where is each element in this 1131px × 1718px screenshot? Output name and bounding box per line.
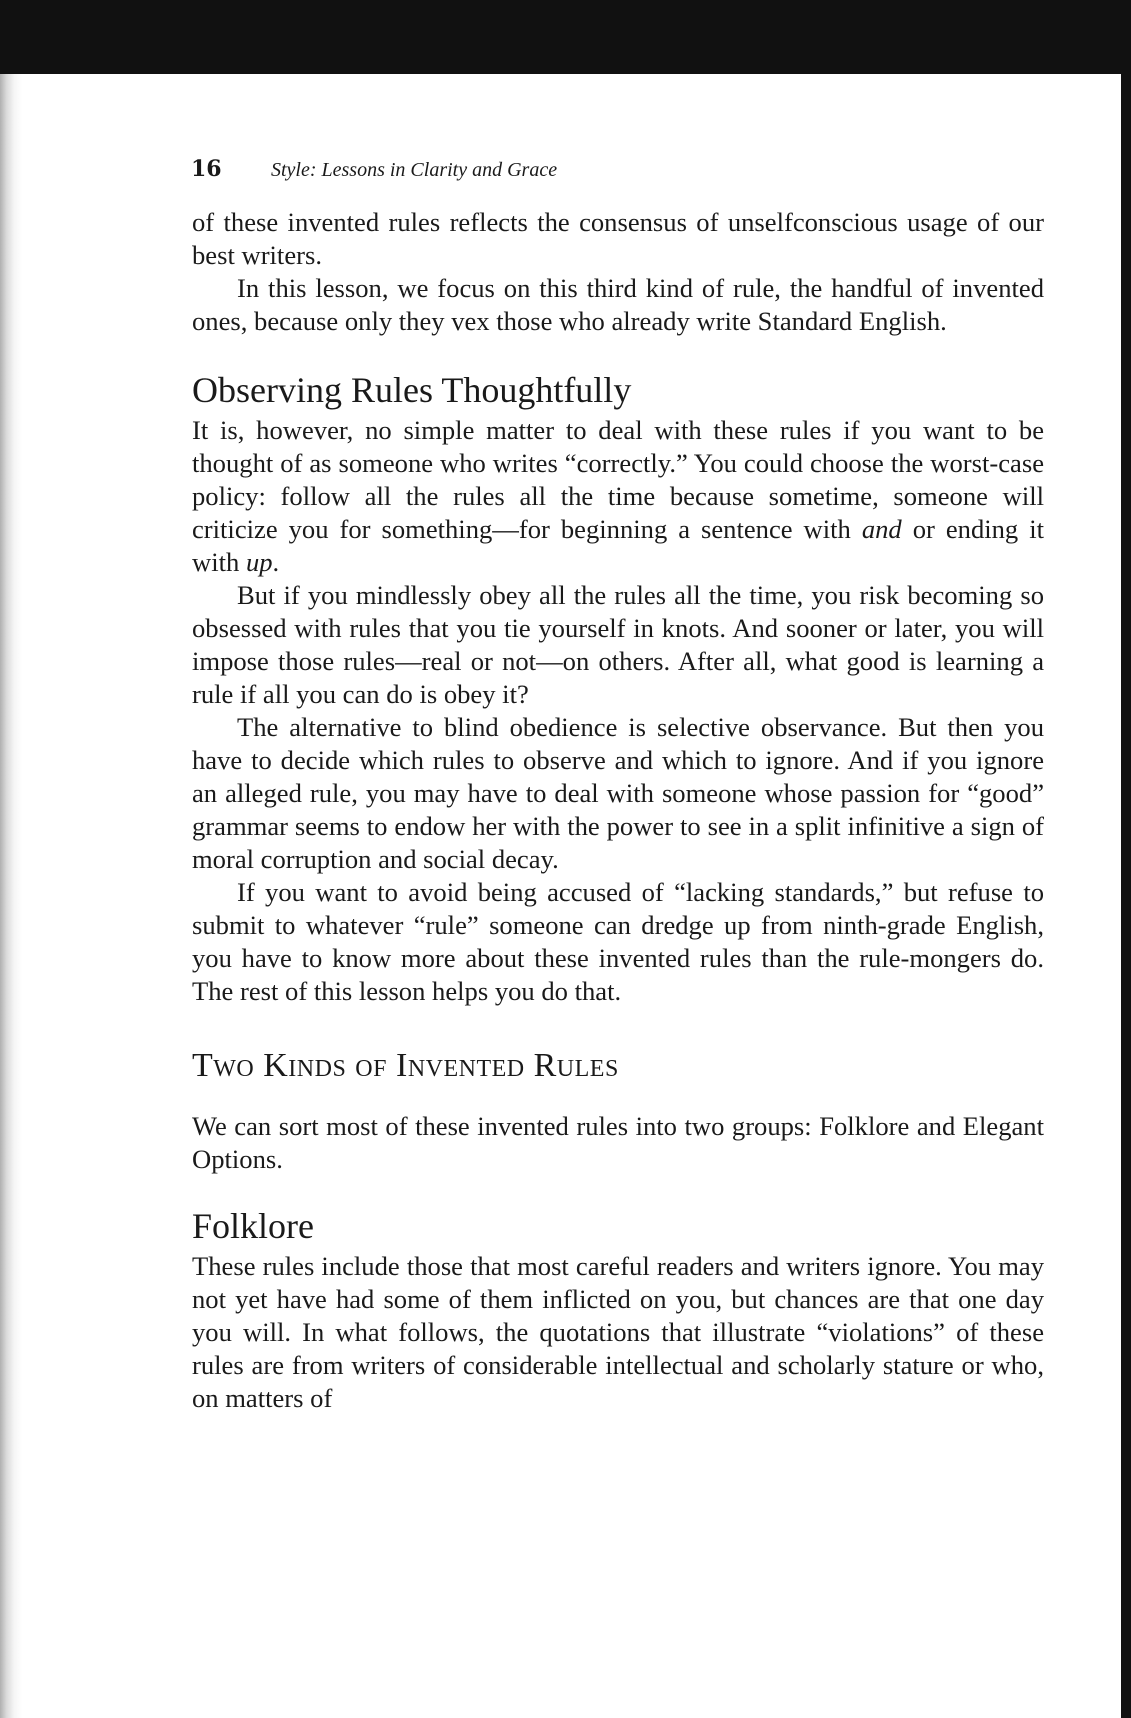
paragraph-text: or ending it with [192,514,1044,577]
running-head [192,156,1044,206]
scan-top-border [0,0,1131,74]
emphasis-and: and [861,514,902,544]
book-title: Style: Lessons in Clarity and Grace [271,159,558,181]
paragraph-text: It is, however, no simple matter to deal with these rules if you want to be thought of as someone who writes “correctly.” You could choose the worst-case policy: follow all the rules all the time because sometime, someone will criticize you for something—for beginning a sentence with [192,415,1044,544]
paragraph [192,414,1044,579]
scan-right-border [1121,74,1131,1718]
paragraph: But if you mindlessly obey all the rules all the time, you risk becoming so obsessed with rules that you tie yourself in knots. And sooner or later, you will impose those rules—real or not—on others. After all, what good is learning a rule if all you can do is obey it? [192,580,1044,709]
emphasis-up: up [245,547,273,577]
paragraph-text: . [272,547,280,577]
page-number: 16 [191,156,222,182]
page-body [192,156,1044,1415]
paragraph: We can sort most of these invented rules into two groups: Folklore and Elegant Options. [192,1111,1044,1174]
section-heading-folklore: Folklore [192,1206,314,1246]
paragraph: These rules include those that most careful readers and writers ignore. You may not yet have had some of them inflicted on you, but chances are that one day you will. In what follows, the quotations that illustrate “violations” of these rules are from writers of considerable intellectual and scholarly stature or who, on matters of [192,1251,1044,1413]
paragraph: If you want to avoid being accused of “lacking standards,” but refuse to submit to whatever “rule” someone can dredge up from ninth-grade English, you have to know more about these invented rules than the rule-mongers do. The rest of this lesson helps you do that. [192,877,1044,1006]
section-heading-observing-rules: Observing Rules Thoughtfully [192,370,632,410]
section-heading-two-kinds: Two Kinds of Invented Rules [192,1047,619,1084]
paragraph: The alternative to blind obedience is selective observance. But then you have to decide which rules to observe and which to ignore. And if you ignore an alleged rule, you may have to deal with someone whose passion for “good” grammar seems to endow her with the power to see in a split infinitive a sign of moral corruption and social decay. [192,712,1044,874]
scan-left-edge [0,74,22,1718]
paragraph: of these invented rules reflects the consensus of unselfconscious usage of our best writers. [192,207,1044,270]
paragraph: In this lesson, we focus on this third kind of rule, the handful of invented ones, because only they vex those who already write Standard English. [192,273,1044,336]
